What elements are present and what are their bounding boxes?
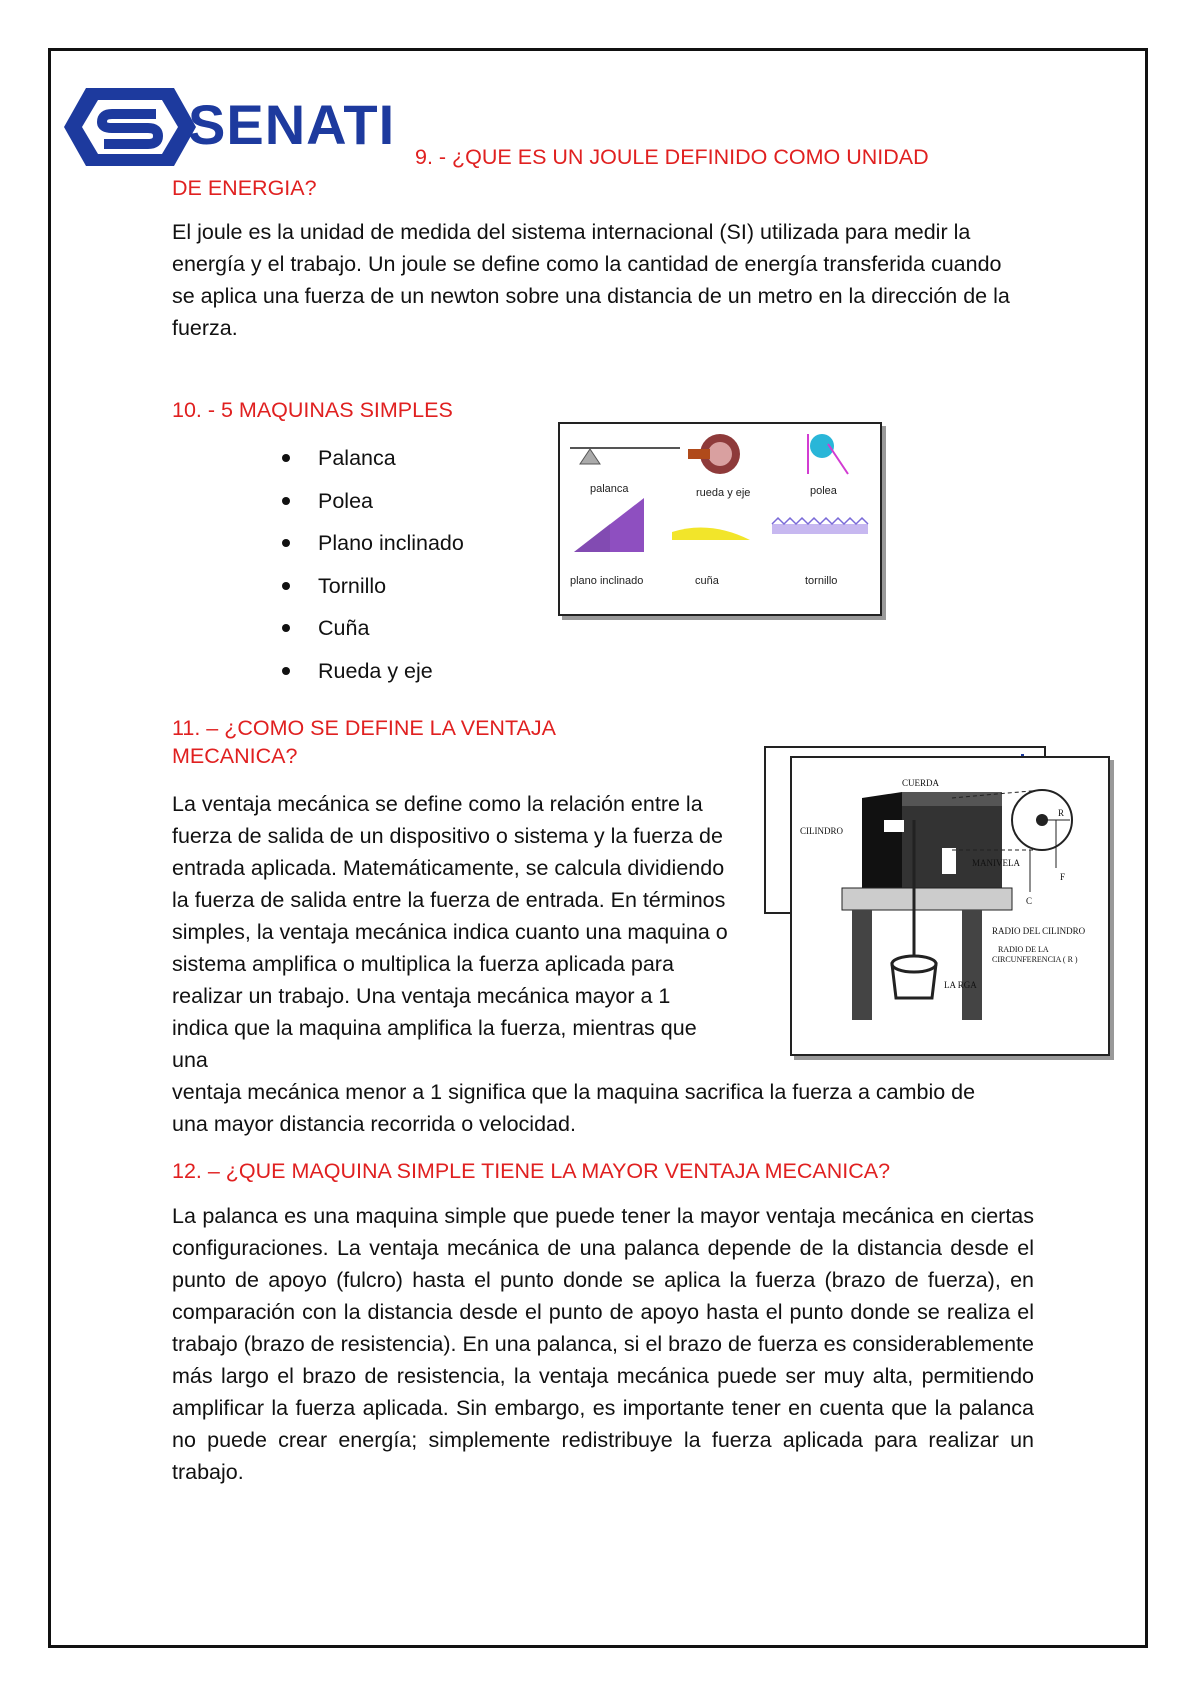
label-radio-circunferencia-2: CIRCUNFERENCIA ( R )	[992, 955, 1078, 964]
logo-wordmark: SENATI	[188, 93, 396, 156]
label-cuerda: CUERDA	[902, 778, 940, 788]
list-item: Rueda y eje	[270, 650, 464, 693]
label-radio-circunferencia-1: RADIO DE LA	[998, 945, 1049, 954]
q9-heading-line2: DE ENERGIA?	[172, 176, 317, 200]
label-radio-cilindro: RADIO DEL CILINDRO	[992, 926, 1086, 936]
label-carga: LA RGA	[944, 980, 977, 990]
list-item: Polea	[270, 480, 464, 523]
list-item: Cuña	[270, 607, 464, 650]
simple-machines-drawing	[560, 424, 880, 614]
q12-body: La palanca es una maquina simple que puede tener la mayor ventaja mecánica en ciertas configuraciones. La ventaja mecánica de una palanca depende de la distancia desde el punto de apoyo (fulcro) hasta el punto donde se aplica la fuerza (brazo de fuerza), en comparación con la distancia desde el punto de apoyo hasta el punto donde se realiza el trabajo (brazo de resistencia). En una palanca, si el brazo de fuerza es considerablemente más largo el brazo de resistencia, la ventaja mecánica puede ser muy alta, permitiendo amplificar la fuerza aplicada. Sin embargo, es importante tener en cuenta que la palanca no puede crear energía; simplemente redistribuye la fuerza aplicada para realizar un trabajo.	[172, 1204, 1034, 1484]
figure-label-cuna: cuña	[695, 575, 719, 587]
figure-label-palanca: palanca	[590, 483, 629, 495]
q9-heading-line1: 9. - ¿QUE ES UN JOULE DEFINIDO COMO UNIDAD	[415, 145, 929, 169]
q12-heading: 12. – ¿QUE MAQUINA SIMPLE TIENE LA MAYOR VENTAJA MECANICA?	[172, 1159, 891, 1183]
figure-label-rueda-y-eje: rueda y eje	[696, 487, 751, 499]
figure-label-polea: polea	[810, 485, 837, 497]
q9-body: El joule es la unidad de medida del sistema internacional (SI) utilizada para medir la energía y el trabajo. Un joule se define como la cantidad de energía transferida cuando se aplica una fuerza de un newton sobre una distancia de un metro en la dirección de la fuerza.	[172, 220, 1010, 340]
list-item: Tornillo	[270, 565, 464, 608]
q11-heading-line2: MECANICA?	[172, 744, 298, 768]
list-item: Palanca	[270, 437, 464, 480]
label-manivela: MANIVELA	[972, 858, 1020, 868]
q11-heading-line1: 11. – ¿COMO SE DEFINE LA VENTAJA	[172, 716, 556, 740]
windlass-drawing	[792, 758, 1108, 1054]
label-r: R	[1058, 808, 1065, 818]
label-f: F	[1060, 872, 1066, 882]
q11-body-continued: ventaja mecánica menor a 1 significa que la maquina sacrifica la fuerza a cambio de una mayor distancia recorrida o velocidad.	[172, 1080, 976, 1136]
simple-machines-figure	[558, 422, 882, 616]
label-c: C	[1026, 896, 1033, 906]
simple-machines-list	[270, 437, 464, 692]
windlass-figure	[790, 756, 1110, 1056]
q10-heading: 10. - 5 MAQUINAS SIMPLES	[172, 398, 453, 422]
list-item: Plano inclinado	[270, 522, 464, 565]
figure-label-tornillo: tornillo	[805, 575, 838, 587]
figure-label-plano-inclinado: plano inclinado	[570, 575, 644, 587]
q11-body-wrapped: La ventaja mecánica se define como la relación entre la fuerza de salida de un dispositivo o sistema y la fuerza de entrada aplicada. Matemáticamente, se calcula dividiendo la fuerza de salida entre la fuerza de entrada. En términos simples, la ventaja mecánica indica cuanto una maquina o sistema amplifica o multiplica la fuerza aplicada para realizar un trabajo. Una ventaja mecánica mayor a 1 indica que la maquina amplifica la fuerza, mientras que una	[172, 792, 728, 1072]
label-cilindro: CILINDRO	[800, 826, 843, 836]
